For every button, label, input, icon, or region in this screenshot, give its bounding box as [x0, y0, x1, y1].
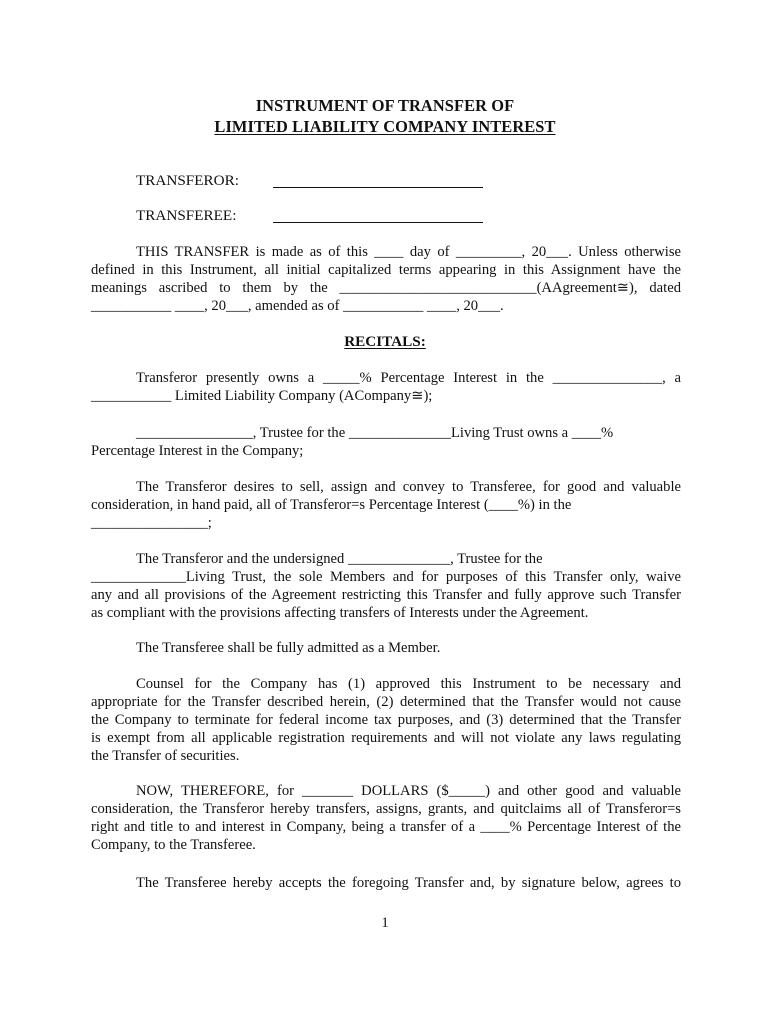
operative-line-2: consideration, the Transferor hereby transfers, assigns, grants, and quitclaims all of Transferor=s — [91, 801, 681, 817]
recital-3-line-2: consideration, in hand paid, all of Transferor=s Percentage Interest (____%) in the — [91, 497, 572, 513]
operative-paragraph — [91, 782, 681, 854]
operative-line-1: NOW, THEREFORE, for _______ DOLLARS ($_____) and other good and valuable — [136, 783, 681, 799]
transferor-blank-line — [273, 187, 483, 188]
recital-1 — [91, 369, 681, 405]
recital-6-line-5: the Transfer of securities. — [91, 748, 240, 764]
recital-4-line-2: _____________Living Trust, the sole Members and for purposes of this Transfer only, waive — [91, 569, 681, 585]
recital-6 — [91, 675, 681, 765]
intro-line-4: ___________ ____, 20___, amended as of ___________ ____, 20___. — [91, 298, 504, 314]
recital-2 — [91, 424, 681, 460]
page-number: 1 — [381, 915, 389, 931]
recital-2-line-2: Percentage Interest in the Company; — [91, 443, 304, 459]
recital-5 — [91, 639, 681, 657]
recital-1-line-2: ___________ Limited Liability Company (ACompany≅); — [91, 388, 433, 404]
recital-6-line-4: is exempt from all applicable registration requirements and will not violate any laws regulating — [91, 730, 681, 746]
acceptance-paragraph — [91, 874, 681, 892]
document-title-line-2: LIMITED LIABILITY COMPANY INTEREST — [214, 117, 556, 136]
recital-3-line-3: ________________; — [91, 515, 212, 531]
recital-6-line-1: Counsel for the Company has (1) approved this Instrument to be necessary and — [136, 676, 681, 692]
intro-line-2: defined in this Instrument, all initial capitalized terms appearing in this Assignment have the — [91, 262, 681, 278]
recital-4-line-4: as compliant with the provisions affecting transfers of Interests under the Agreement. — [91, 605, 589, 621]
recital-6-line-2: appropriate for the Transfer described herein, (2) determined that the Transfer would not cause — [91, 694, 681, 710]
recital-6-line-3: the Company to terminate for federal income tax purposes, and (3) determined that the Transfer — [91, 712, 681, 728]
operative-line-3: right and title to and interest in Company, being a transfer of a ____% Percentage Interest of the — [91, 819, 681, 835]
transferor-label: TRANSFEROR: — [136, 172, 239, 189]
recital-2-line-1: ________________, Trustee for the ______________Living Trust owns a ____% — [136, 425, 614, 441]
acceptance-line-1: The Transferee hereby accepts the foregoing Transfer and, by signature below, agrees to — [136, 875, 681, 891]
transferee-label: TRANSFEREE: — [136, 207, 237, 224]
recital-5-line-1: The Transferee shall be fully admitted as a Member. — [136, 640, 441, 656]
intro-paragraph — [91, 243, 681, 315]
intro-line-1: THIS TRANSFER is made as of this ____ day of _________, 20___. Unless otherwise — [136, 244, 681, 260]
operative-line-4: Company, to the Transferee. — [91, 837, 256, 853]
document-title-line-1: INSTRUMENT OF TRANSFER OF — [255, 96, 515, 115]
recitals-heading: RECITALS: — [344, 333, 426, 350]
recital-3 — [91, 478, 681, 532]
intro-line-3: meanings ascribed to them by the ___________________________(AAgreement≅), dated — [91, 280, 681, 296]
recital-4-line-1: The Transferor and the undersigned ______________, Trustee for the — [136, 551, 543, 567]
recital-1-line-1: Transferor presently owns a _____% Percentage Interest in the _______________, a — [136, 370, 681, 386]
recital-4-line-3: any and all provisions of the Agreement restricting this Transfer and fully approve such Transfer — [91, 587, 681, 603]
transferee-blank-line — [273, 222, 483, 223]
recital-3-line-1: The Transferor desires to sell, assign and convey to Transferee, for good and valuable — [136, 479, 681, 495]
recital-4 — [91, 550, 681, 622]
